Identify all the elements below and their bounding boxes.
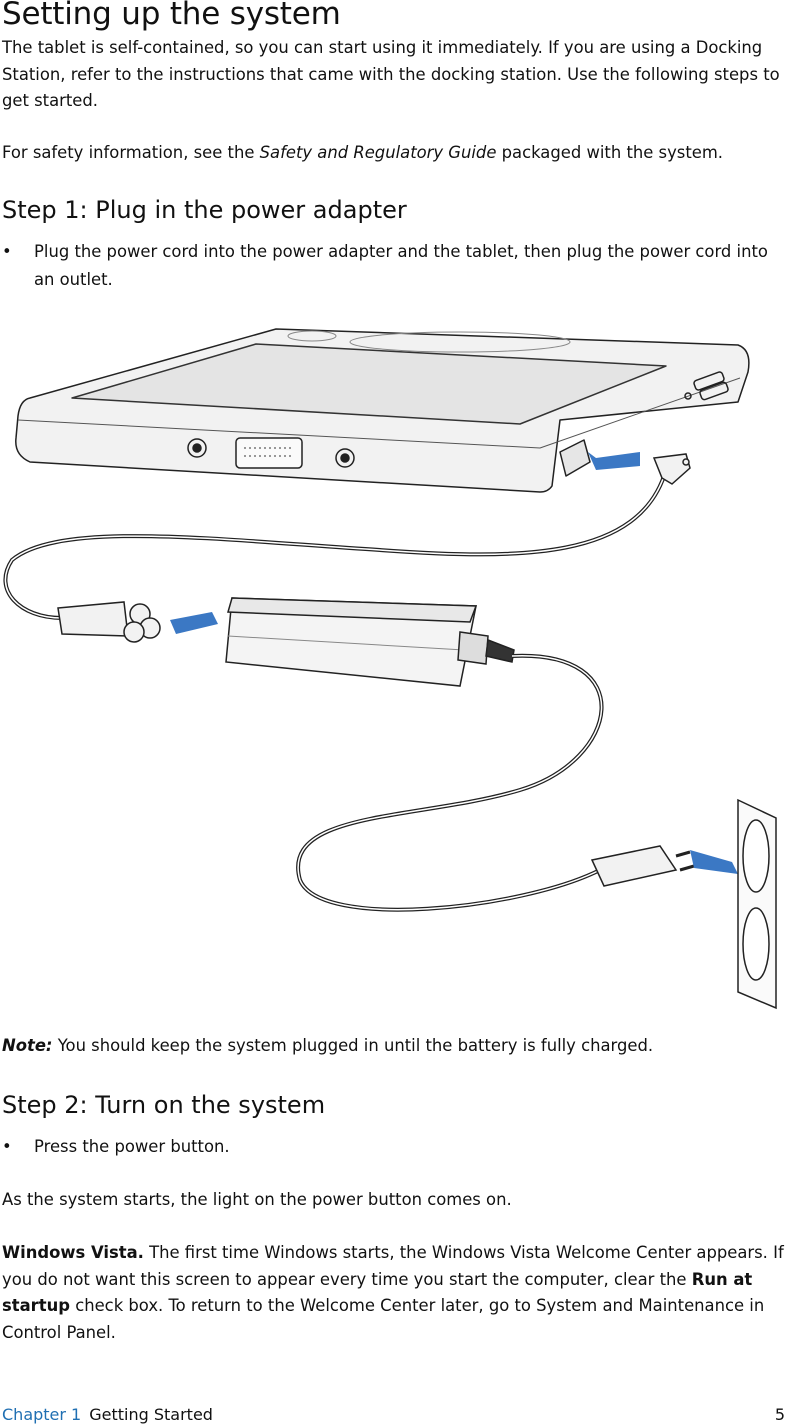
step1-bullet-text: Plug the power cord into the power adapter and the tablet, then plug the power cord into an outlet.: [34, 242, 768, 289]
step2-bullet: [2, 1133, 784, 1161]
power-adapter-illustration: [0, 318, 787, 1018]
step2-heading: Step 2: Turn on the system: [2, 1091, 326, 1119]
bullet-dot-2: •: [2, 1137, 12, 1156]
vista-paragraph: [2, 1240, 786, 1346]
clover-connector-icon: [58, 602, 128, 636]
page-footer: [2, 1405, 785, 1424]
safety-text-before: For safety information, see the: [2, 143, 260, 162]
safety-guide-title: Safety and Regulatory Guide: [259, 143, 497, 162]
note-label: Note:: [2, 1036, 53, 1055]
arrow-to-outlet-icon: [690, 850, 738, 874]
safety-paragraph: [2, 140, 786, 167]
footer-title: Getting Started: [89, 1405, 213, 1424]
safety-text-after: packaged with the system.: [496, 143, 724, 162]
arrow-to-adapter-icon: [170, 612, 218, 634]
vista-text-1: The first time Windows starts, the Windows Vista Welcome Center appears. If you do not want this screen to appear every time you start the computer, clear the: [2, 1243, 784, 1289]
arrow-to-tablet-icon: [588, 452, 640, 470]
step1-bullet: [2, 238, 784, 294]
starts-paragraph: As the system starts, the light on the power button comes on.: [2, 1190, 512, 1209]
step1-heading: Step 1: Plug in the power adapter: [2, 196, 407, 224]
page-number: 5: [774, 1405, 785, 1424]
dc-cable: [5, 470, 666, 618]
ac-cable: [298, 656, 601, 910]
run-at-startup-label: Run at startup: [2, 1269, 753, 1315]
wall-plug-icon: [592, 846, 676, 886]
bullet-dot: •: [2, 242, 12, 261]
power-port-icon: [560, 440, 590, 476]
vista-label: Windows Vista.: [2, 1243, 144, 1262]
step2-bullet-text: Press the power button.: [34, 1137, 230, 1156]
note-paragraph: [2, 1033, 786, 1060]
dc-plug-icon: [654, 454, 690, 484]
vista-text-2: check box. To return to the Welcome Center later, go to System and Maintenance in Control Panel.: [2, 1296, 765, 1342]
page-title: Setting up the system: [2, 0, 341, 32]
note-text: You should keep the system plugged in until the battery is fully charged.: [52, 1036, 654, 1055]
docking-connector-icon: [236, 438, 302, 468]
footer-chapter: Chapter 1: [2, 1405, 82, 1424]
intro-paragraph: The tablet is self-contained, so you can start using it immediately. If you are using a Docking Station, refer to the instructions that came with the docking station. Use the following steps to get started.: [2, 38, 780, 110]
